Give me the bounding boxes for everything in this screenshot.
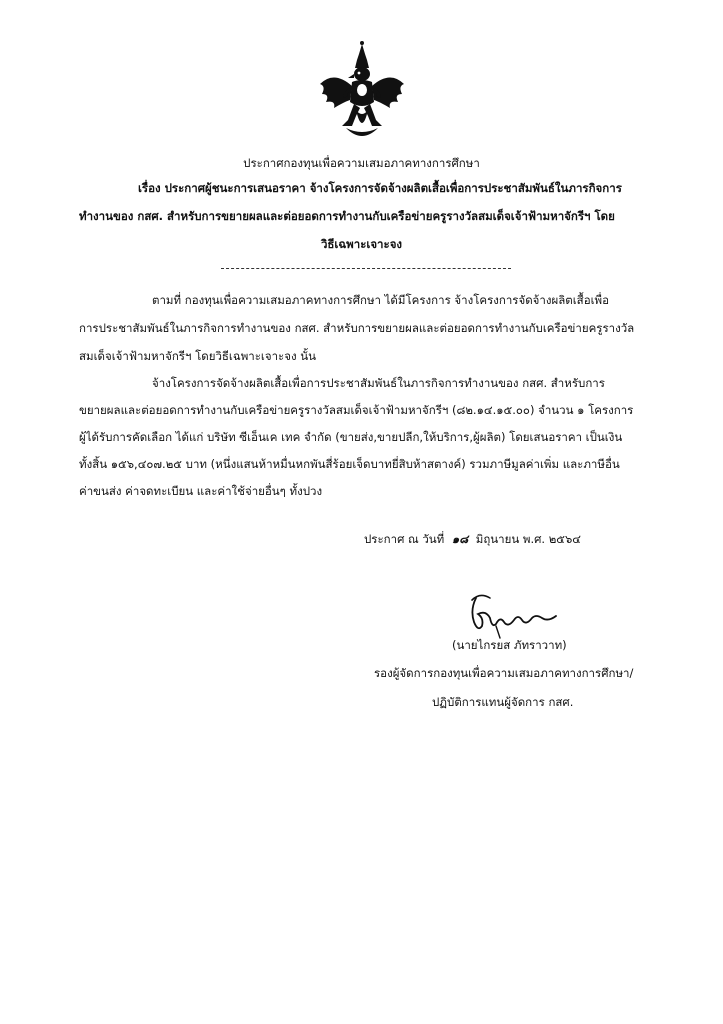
- signer-position-line-1: รองผู้จัดการกองทุนเพื่อความเสมอภาคทางการศึกษา/: [374, 666, 634, 680]
- signer-position-line-2: ปฏิบัติการแทนผู้จัดการ กสศ.: [432, 695, 574, 709]
- paragraph-1-line-1: ตามที่ กองทุนเพื่อความเสมอภาคทางการศึกษา ได้มีโครงการ จ้างโครงการจัดจ้างผลิตเสื้อเพื่อ: [152, 293, 610, 307]
- announce-month-year: มิถุนายน พ.ศ. ๒๕๖๔: [475, 532, 582, 546]
- announce-day: ๑๘: [451, 532, 469, 546]
- paragraph-2-line-1: จ้างโครงการจัดจ้างผลิตเสื้อเพื่อการประชาสัมพันธ์ในภารกิจการทำงานของ กสศ. สำหรับการ: [152, 376, 605, 390]
- paragraph-2-line-2: ขยายผลและต่อยอดการทำงานกับเครือข่ายครูรางวัลสมเด็จเจ้าฟ้ามหาจักรีฯ (๘๒.๑๔.๑๕.๐๐) จำนวน ๑ โครงการ: [79, 403, 634, 417]
- paragraph-2-line-5: ค่าขนส่ง ค่าจดทะเบียน และค่าใช้จ่ายอื่นๆ ทั้งปวง: [79, 484, 323, 498]
- subject-line-2: ทำงานของ กสศ. สำหรับการขยายผลและต่อยอดการทำงานกับเครือข่ายครูรางวัลสมเด็จเจ้าฟ้ามหาจักรีฯ โดย: [79, 209, 615, 223]
- paragraph-2-line-4: ทั้งสิ้น ๑๕๖,๔๐๗.๒๕ บาท (หนึ่งแสนห้าหมื่นหกพันสี่ร้อยเจ็ดบาทยี่สิบห้าสตางค์) รวมภาษีมูลค่าเพิ่ม และภาษีอื่น: [79, 457, 620, 471]
- document-title: ประกาศกองทุนเพื่อความเสมอภาคทางการศึกษา: [243, 156, 480, 170]
- announce-prefix: ประกาศ ณ วันที่: [364, 532, 445, 546]
- paragraph-1-line-3: สมเด็จเจ้าฟ้ามหาจักรีฯ โดยวิธีเฉพาะเจาะจง นั้น: [79, 349, 316, 363]
- separator-line: [221, 268, 511, 269]
- announce-date: [364, 531, 581, 547]
- paragraph-2-line-3: ผู้ได้รับการคัดเลือก ได้แก่ บริษัท ซีเอ็นเค เทค จำกัด (ขายส่ง,ขายปลีก,ให้บริการ,ผู้ผลิต) โดยเสนอราคา เป็นเงิน: [79, 430, 623, 444]
- signer-name: (นายไกรยส ภัทราวาท): [452, 638, 567, 652]
- subject-line-3: วิธีเฉพาะเจาะจง: [320, 237, 403, 251]
- subject-line-1: เรื่อง ประกาศผู้ชนะการเสนอราคา จ้างโครงการจัดจ้างผลิตเสื้อเพื่อการประชาสัมพันธ์ในภารกิจการ: [138, 181, 622, 195]
- paragraph-1-line-2: การประชาสัมพันธ์ในภารกิจการทำงานของ กสศ. สำหรับการขยายผลและต่อยอดการทำงานกับเครือข่ายครูรางวัล: [79, 321, 635, 335]
- garuda-emblem-icon: [316, 40, 408, 148]
